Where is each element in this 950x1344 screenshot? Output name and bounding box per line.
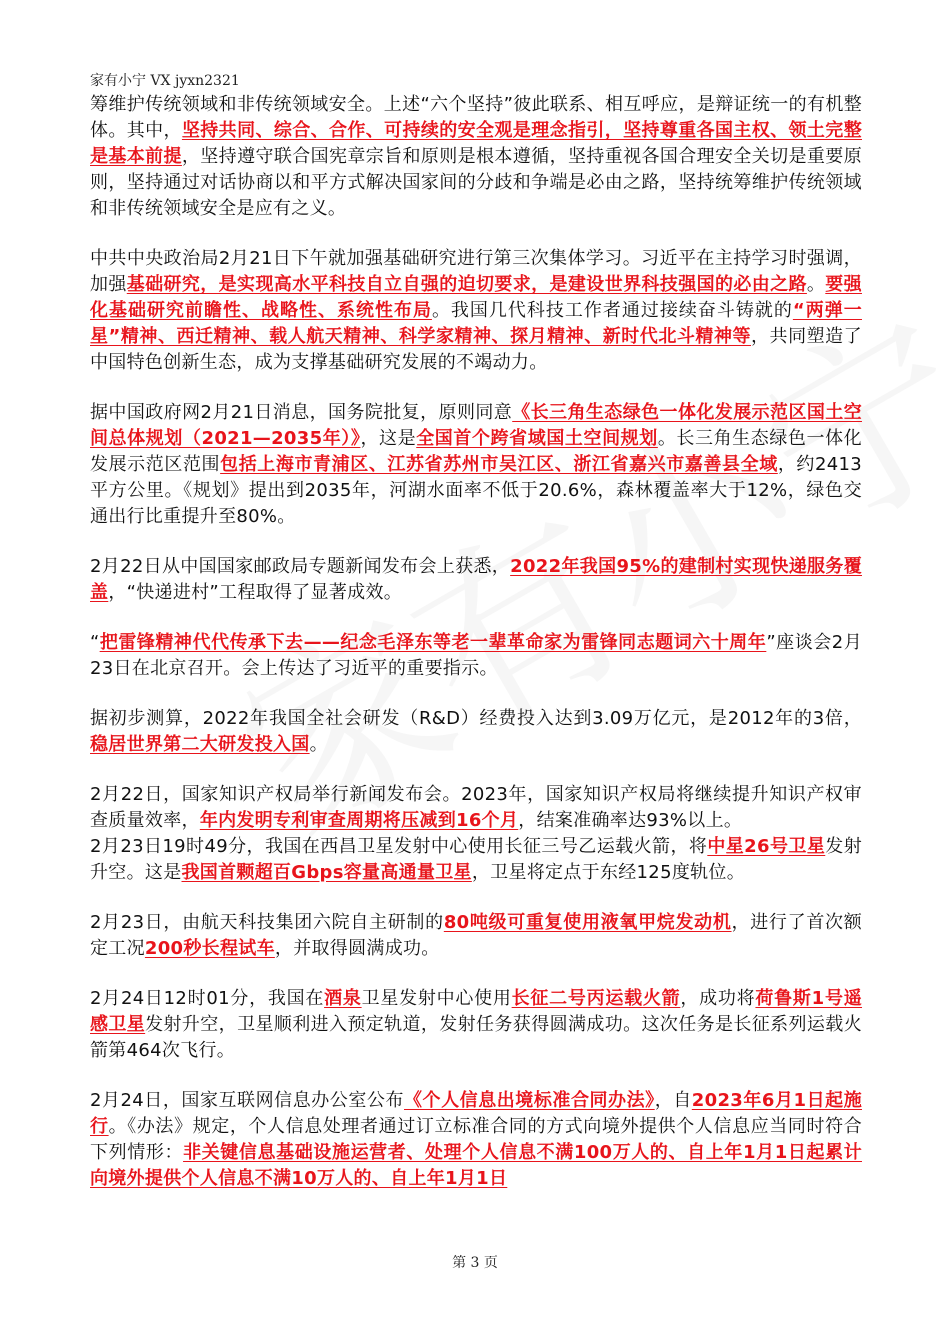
body-text: ，约2413平方公里。《规划》提出到2035年，河湖水面率不低于20.6%，森林覆盖率大于12%，绿色交通出行比重提升至80%。	[90, 454, 862, 527]
paragraph	[90, 986, 862, 1064]
body-text: 卫星发射中心使用	[361, 988, 512, 1009]
highlighted-text: 长征二号丙运载火箭	[511, 988, 681, 1009]
body-text: 。	[309, 734, 328, 755]
highlighted-text: 年内发明专利审查周期将压减到16个月	[199, 810, 519, 831]
body-text: 。	[806, 274, 826, 295]
body-text: 发射升空，卫星顺利进入预定轨道，发射任务获得圆满成功。这次任务是长征系列运载火箭第464次飞行。	[90, 1014, 862, 1061]
paragraph	[90, 1088, 862, 1192]
highlighted-text: 《长三角生态绿色一体化发展示范区国土空间总体规划（2021—2035年）》	[90, 402, 862, 449]
highlighted-text: 包括上海市青浦区、江苏省苏州市吴江区、浙江省嘉兴市嘉善县全域	[220, 454, 778, 475]
body-text: 2月22日，国家知识产权局举行新闻发布会。2023年，国家知识产权局将继续提升知识产权审查质量效率，	[90, 784, 862, 831]
highlighted-text: 把雷锋精神代代传承下去——纪念毛泽东等老一辈革命家为雷锋同志题词六十周年	[99, 632, 767, 653]
paragraph	[90, 782, 862, 834]
highlighted-text: 酒泉	[324, 988, 362, 1009]
body-text: ，共同塑造了中国特色创新生态，成为支撑基础研究发展的不竭动力。	[90, 326, 862, 373]
body-text: 据中国政府网2月21日消息，国务院批复，原则同意	[90, 402, 513, 423]
highlighted-text: 荷鲁斯1号遥感卫星	[90, 988, 863, 1035]
body-text: ，卫星将定点于东经125度轨位。	[471, 862, 746, 883]
body-text: 筹维护传统领域和非传统领域安全。上述“六个坚持”彼此联系、相互呼应，是辩证统一的有机整体。其中，	[90, 94, 862, 141]
body-text: ，自	[654, 1090, 692, 1111]
highlighted-text: 我国首颗超百Gbps容量高通量卫星	[181, 862, 472, 883]
highlighted-text: 稳居世界第二大研发投入国	[90, 734, 310, 755]
body-text: 2月23日19时49分，我国在西昌卫星发射中心使用长征三号乙运载火箭，将	[90, 836, 708, 857]
paragraph	[90, 706, 862, 758]
highlighted-text: 要强化基础研究前瞻性、战略性、系统性布局	[90, 274, 862, 321]
body-text: ，成功将	[680, 988, 756, 1009]
body-text: 2月22日从中国国家邮政局专题新闻发布会上获悉，	[90, 556, 511, 577]
body-text: ，这是	[360, 428, 417, 449]
highlighted-text: 中星26号卫星	[707, 836, 826, 857]
body-text: 2月24日，国家互联网信息办公室公布	[90, 1090, 404, 1111]
body-text: 2月23日，由航天科技集团六院自主研制的	[90, 912, 444, 933]
body-text: 发射升空。这是	[90, 836, 862, 883]
highlighted-text: “两弹一星”精神、西迁精神、载人航天精神、科学家精神、探月精神、新时代北斗精神等	[90, 300, 862, 347]
body-text: 中共中央政治局2月21日下午就加强基础研究进行第三次集体学习。习近平在主持学习时强调，加强	[90, 248, 862, 295]
body-text: 2月24日12时01分，我国在	[90, 988, 325, 1009]
highlighted-text: 80吨级可重复使用液氧甲烷发动机	[443, 912, 732, 933]
body-text: ”座谈会2月23日在北京召开。会上传达了习近平的重要指示。	[90, 632, 863, 679]
body-text: ，“快递进村”工程取得了显著成效。	[108, 582, 403, 603]
highlighted-text: 全国首个跨省域国土空间规划	[416, 428, 658, 449]
body-text: 。《办法》规定，个人信息处理者通过订立标准合同的方式向境外提供个人信息应当同时符合下列情形：	[90, 1116, 862, 1163]
body-text: ，进行了首次额定工况	[90, 912, 862, 959]
highlighted-text: 2022年我国95%的建制村实现快递服务覆盖	[90, 556, 862, 603]
page-header: 家有小宁 VX jyxn2321	[90, 73, 240, 89]
body-text: 据初步测算，2022年我国全社会研发（R&D）经费投入达到3.09万亿元，是2012年的3倍，	[90, 708, 862, 729]
paragraph	[90, 400, 862, 530]
highlighted-text: 《个人信息出境标准合同办法》	[404, 1090, 655, 1111]
body-text: 。我国几代科技工作者通过接续奋斗铸就的	[431, 300, 793, 321]
highlighted-text: 非关键信息基础设施运营者、处理个人信息不满100万人的、自上年1月1日起累计向境外提供个人信息不满10万人的、自上年1月1日	[90, 1142, 862, 1189]
paragraph	[90, 630, 862, 682]
body-text: ，坚持遵守联合国宪章宗旨和原则是根本遵循，坚持重视各国合理安全关切是重要原则，坚持通过对话协商以和平方式解决国家间的分歧和争端是必由之路，坚持统筹维护传统领域和非传统领域安全是应有之义。	[90, 146, 862, 219]
paragraph	[90, 554, 862, 606]
highlighted-text: 基础研究，是实现高水平科技自立自强的迫切要求，是建设世界科技强国的必由之路	[126, 274, 807, 295]
highlighted-text: 坚持共同、综合、合作、可持续的安全观是理念指引，坚持尊重各国主权、领土完整是基本前提	[90, 120, 862, 167]
page-footer: 第 3 页	[452, 1255, 498, 1271]
paragraph	[90, 910, 862, 962]
body-text: ，并取得圆满成功。	[274, 938, 440, 959]
highlighted-text: 200秒长程试车	[144, 938, 275, 959]
document-body	[90, 92, 862, 1216]
body-text: 。长三角生态绿色一体化发展示范区范围	[90, 428, 862, 475]
body-text: ，结案准确率达93%以上。	[518, 810, 743, 831]
body-text: “	[90, 632, 100, 653]
highlighted-text: 2023年6月1日起施行	[90, 1090, 862, 1137]
paragraph	[90, 834, 862, 886]
paragraph	[90, 92, 862, 222]
paragraph	[90, 246, 862, 376]
